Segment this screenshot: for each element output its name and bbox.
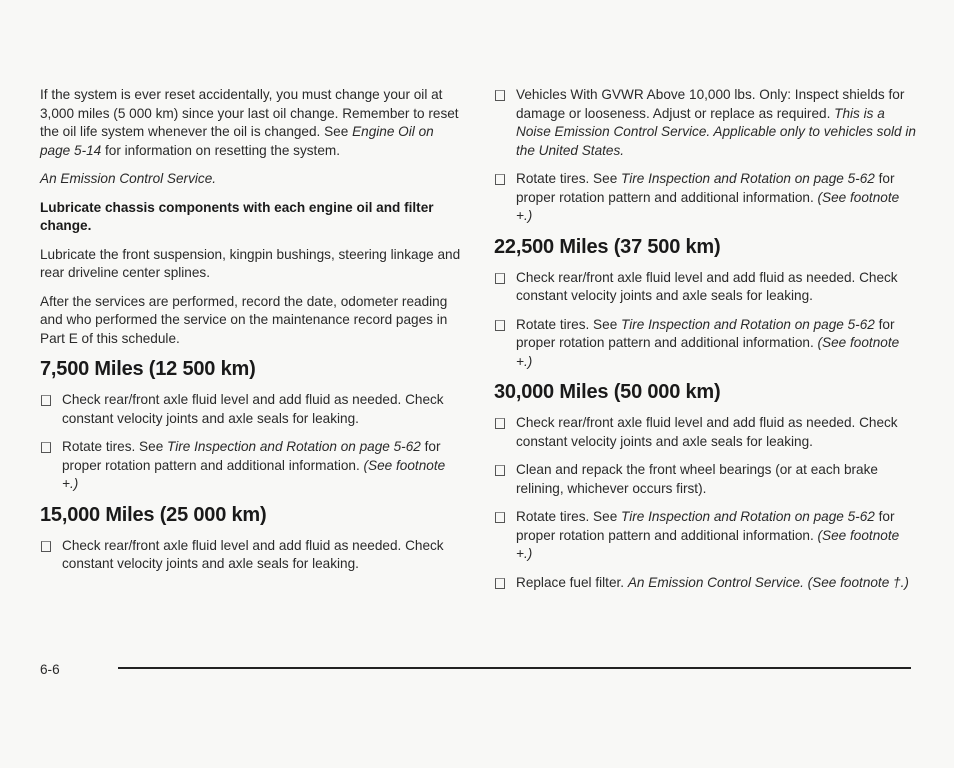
list-item bbox=[40, 438, 465, 494]
list-item bbox=[494, 86, 919, 160]
lubricate-heading: Lubricate chassis components with each engine oil and filter change. bbox=[40, 199, 434, 233]
section-heading-7500: 7,500 Miles (12 500 km) bbox=[40, 358, 256, 380]
section-heading-15000: 15,000 Miles (25 000 km) bbox=[40, 503, 267, 526]
reference: Tire Inspection and Rotation on page 5-62 bbox=[167, 439, 421, 454]
checkbox-icon bbox=[495, 578, 505, 589]
footnote-ref: (See footnote +.) bbox=[62, 457, 446, 491]
text: for information on resetting the system. bbox=[101, 142, 340, 158]
text: If the system is ever reset accidentally, you must change your oil at 3,000 miles (5 000 km) since your last oil change. Remember to reset the oil life system whenever the oil is changed. See bbox=[40, 87, 459, 139]
reset-paragraph bbox=[40, 86, 465, 160]
right-column bbox=[494, 86, 919, 602]
checkbox-icon bbox=[495, 174, 505, 185]
text: Rotate tires. See bbox=[62, 439, 168, 454]
text: Rotate tires. See bbox=[516, 316, 622, 332]
footnote-ref: (See footnote +.) bbox=[516, 527, 900, 561]
checkbox-icon bbox=[495, 465, 505, 476]
emphasis: This is a Noise Emission Control Service. Applicable only to vehicles sold in the United States. bbox=[516, 105, 916, 158]
list-item bbox=[494, 574, 919, 593]
emphasis: An Emission Control Service. (See footnote †.) bbox=[627, 574, 909, 590]
left-column bbox=[40, 86, 465, 584]
record-paragraph: After the services are performed, record the date, odometer reading and who performed the service on the maintenance record pages in Part E of this schedule. bbox=[40, 293, 448, 346]
text: Vehicles With GVWR Above 10,000 lbs. Only: Inspect shields for damage or looseness. Adjust or replace as required. bbox=[516, 87, 905, 121]
text: Clean and repack the front wheel bearings (or at each brake relining, whichever occurs first). bbox=[516, 462, 878, 496]
text: An Emission Control Service. bbox=[40, 171, 217, 186]
text: for proper rotation pattern and additional information. bbox=[62, 439, 441, 473]
text: Check rear/front axle fluid level and add fluid as needed. Check constant velocity joints and axle seals for leaking. bbox=[516, 415, 898, 449]
list-item bbox=[494, 170, 919, 226]
footer-rule bbox=[118, 667, 911, 669]
text: Check rear/front axle fluid level and add fluid as needed. Check constant velocity joints and axle seals for leaking. bbox=[62, 537, 444, 571]
page-number: 6-6 bbox=[40, 662, 60, 677]
checkbox-icon bbox=[495, 273, 505, 284]
text: Replace fuel filter. bbox=[516, 574, 628, 590]
list-item bbox=[494, 461, 919, 498]
checkbox-icon bbox=[495, 418, 505, 429]
text: Check rear/front axle fluid level and add fluid as needed. Check constant velocity joints and axle seals for leaking. bbox=[516, 269, 898, 303]
reference: Tire Inspection and Rotation on page 5-62 bbox=[621, 171, 875, 186]
list-item bbox=[40, 391, 465, 428]
text: Rotate tires. See bbox=[516, 171, 622, 186]
section-heading-30000: 30,000 Miles (50 000 km) bbox=[494, 381, 721, 403]
reference: Tire Inspection and Rotation on page 5-62 bbox=[621, 316, 875, 332]
list-item bbox=[494, 269, 919, 306]
reference: Tire Inspection and Rotation on page 5-62 bbox=[621, 509, 875, 524]
reference: Engine Oil on page 5-14 bbox=[40, 124, 434, 158]
emission-note bbox=[40, 170, 465, 189]
text: for proper rotation pattern and additional information. bbox=[516, 509, 895, 543]
checkbox-icon bbox=[495, 320, 505, 331]
list-item bbox=[494, 508, 919, 564]
footnote-ref: (See footnote +.) bbox=[516, 335, 900, 369]
checkbox-icon bbox=[41, 442, 51, 453]
footnote-ref: (See footnote +.) bbox=[516, 189, 900, 223]
text: for proper rotation pattern and additional information. bbox=[516, 171, 895, 205]
text: for proper rotation pattern and additional information. bbox=[516, 316, 895, 350]
lubricate-paragraph: Lubricate the front suspension, kingpin bushings, steering linkage and rear driveline center splines. bbox=[40, 246, 461, 280]
checkbox-icon bbox=[41, 395, 51, 406]
checkbox-icon bbox=[41, 541, 51, 552]
list-item bbox=[40, 537, 465, 574]
checkbox-icon bbox=[495, 90, 505, 101]
text: Rotate tires. See bbox=[516, 509, 622, 524]
checkbox-icon bbox=[495, 512, 505, 523]
section-heading-22500: 22,500 Miles (37 500 km) bbox=[494, 235, 721, 258]
list-item bbox=[494, 414, 919, 451]
text: Check rear/front axle fluid level and add fluid as needed. Check constant velocity joints and axle seals for leaking. bbox=[62, 392, 444, 426]
list-item bbox=[494, 316, 919, 372]
